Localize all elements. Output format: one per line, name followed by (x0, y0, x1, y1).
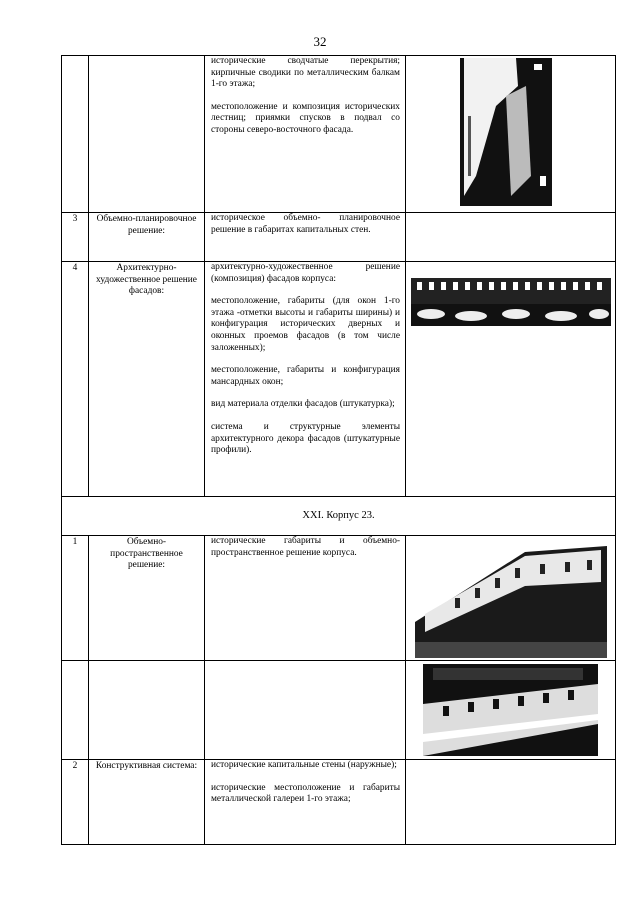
description-paragraph: местоположение, габариты и конфигурация мансардных окон; (211, 365, 400, 387)
photo-facade-street (411, 268, 611, 330)
row-name: Объемно-планировочное решение: (96, 214, 197, 236)
photo-building-yard (423, 664, 598, 756)
row-description (205, 56, 405, 137)
description-paragraph: исторические местоположение и габариты металлической галереи 1-го этажа; (211, 782, 400, 805)
row-number: 4 (72, 263, 78, 273)
page-number: 32 (313, 34, 327, 49)
row-number: 3 (72, 214, 78, 224)
table-row (62, 262, 616, 497)
description-paragraph: местоположение, габариты (для окон 1-го этажа -отметки высоты и габариты ширины) и конфигурация исторических дверных и оконных проемов фасадов (в том числе заложенных); (211, 296, 400, 353)
description-paragraph: исторические габариты и объемно-пространственное решение корпуса. (211, 536, 400, 558)
photo-building-corpus-23 (415, 542, 607, 658)
row-number: 2 (72, 761, 78, 771)
description-paragraph: местоположение и композиция исторических лестниц; приямки спусков в подвал со стороны северо-восточного фасада. (211, 101, 400, 135)
description-paragraph: архитектурно-художественное решение (композиция) фасадов корпуса: (211, 262, 400, 284)
description-paragraph: исторические сводчатые перекрытия; кирпичные сводики по металлическим балкам 1-го этажа; (211, 56, 400, 90)
description-paragraph: исторические капитальные стены (наружные); (211, 760, 397, 770)
row-name: Конструктивная система: (95, 761, 198, 771)
protected-elements-table (61, 55, 616, 845)
row-name: Объемно-пространственное решение: (110, 537, 183, 571)
table-row (62, 497, 616, 536)
section-title: XXI. Корпус 23. (62, 497, 616, 536)
table-row (62, 536, 616, 661)
table-row (62, 661, 616, 760)
description-paragraph: система и структурные элементы архитектурного декора фасадов (штукатурные профили). (211, 421, 400, 456)
row-name: Архитектурно-художественное решение фасадов: (96, 263, 197, 297)
description-paragraph: вид материала отделки фасадов (штукатурка); (211, 399, 395, 410)
table-row (62, 56, 616, 213)
table-row (62, 760, 616, 845)
table-row (62, 213, 616, 262)
description-paragraph: историческое объемно- планировочное решение в габаритах капитальных стен. (211, 213, 400, 235)
row-number: 1 (72, 537, 78, 547)
photo-building-corner (456, 56, 566, 208)
